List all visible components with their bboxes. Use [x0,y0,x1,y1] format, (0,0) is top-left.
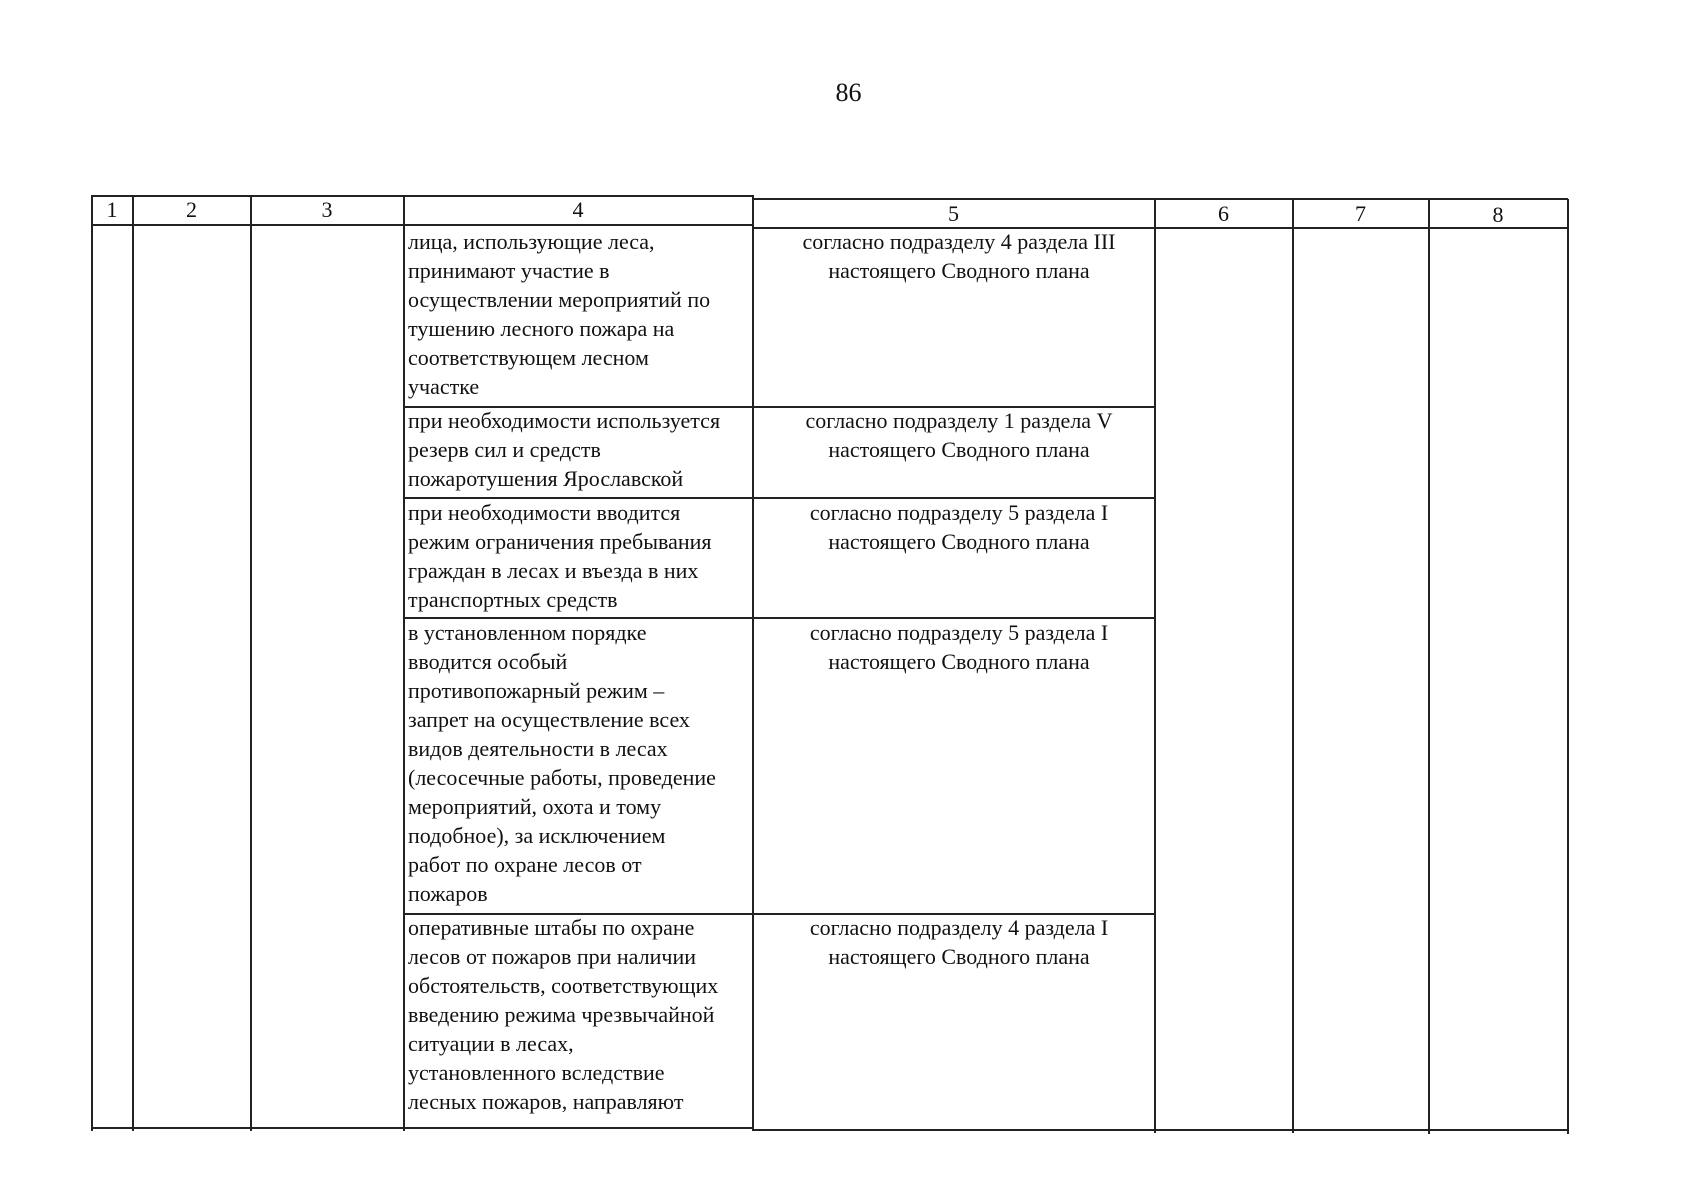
table-cell-measure: при необходимости вводится режим ограничения пребывания граждан в лесах и въезда в них транспортных средств [408,500,712,612]
column-divider [1428,198,1430,1134]
table-cell-reference: согласно подразделу 4 раздела III настоящего Сводного плана [802,229,1116,283]
table-cell-reference: согласно подразделу 5 раздела I настоящего Сводного плана [809,500,1109,554]
table-cell-measure: в установленном порядке вводится особый противопожарный режим – запрет на осуществление всех видов деятельности в лесах (лесосечные работы, проведение мероприятий, охота и тому подобное), за исключением работ по охране лесов от пожаров [408,620,716,906]
table-cell-measure: лица, использующие леса, принимают участие в осуществлении мероприятий по тушению лесного пожара на соответствующем лесном участке [408,229,711,399]
table-cell-measure: оперативные штабы по охране лесов от пожаров при наличии обстоятельств, соответствующих введению режима чрезвычайной ситуации в лесах, установленного вследствие лесных пожаров, направляют [408,915,719,1114]
column-header-4: 4 [572,197,584,222]
table-border-bottom [752,1129,1568,1131]
table-border-right [1567,199,1569,1134]
table-cell-reference: согласно подразделу 1 раздела V настоящего Сводного плана [805,408,1113,462]
column-divider [250,195,252,1131]
column-header-2: 2 [186,197,197,222]
column-header-3: 3 [321,197,333,222]
column-divider [1292,198,1294,1133]
table-border-left [91,195,93,1131]
table-cell-measure: при необходимости используется резерв сил и средств пожаротушения Ярославской [408,408,721,491]
column-header-7: 7 [1355,201,1366,226]
table-border-top [752,198,1568,200]
column-header-8: 8 [1492,202,1504,227]
header-row-divider [91,224,754,226]
column-header-6: 6 [1218,201,1229,226]
column-header-1: 1 [106,197,118,222]
column-divider [403,195,405,1131]
column-header-5: 5 [948,201,959,226]
table-cell-reference: согласно подразделу 5 раздела I настоящего Сводного плана [809,620,1109,674]
column-divider [132,195,134,1131]
table-border-bottom [91,1127,754,1129]
table-cell-reference: согласно подразделу 4 раздела I настоящего Сводного плана [809,915,1109,969]
page-number: 86 [835,78,862,107]
